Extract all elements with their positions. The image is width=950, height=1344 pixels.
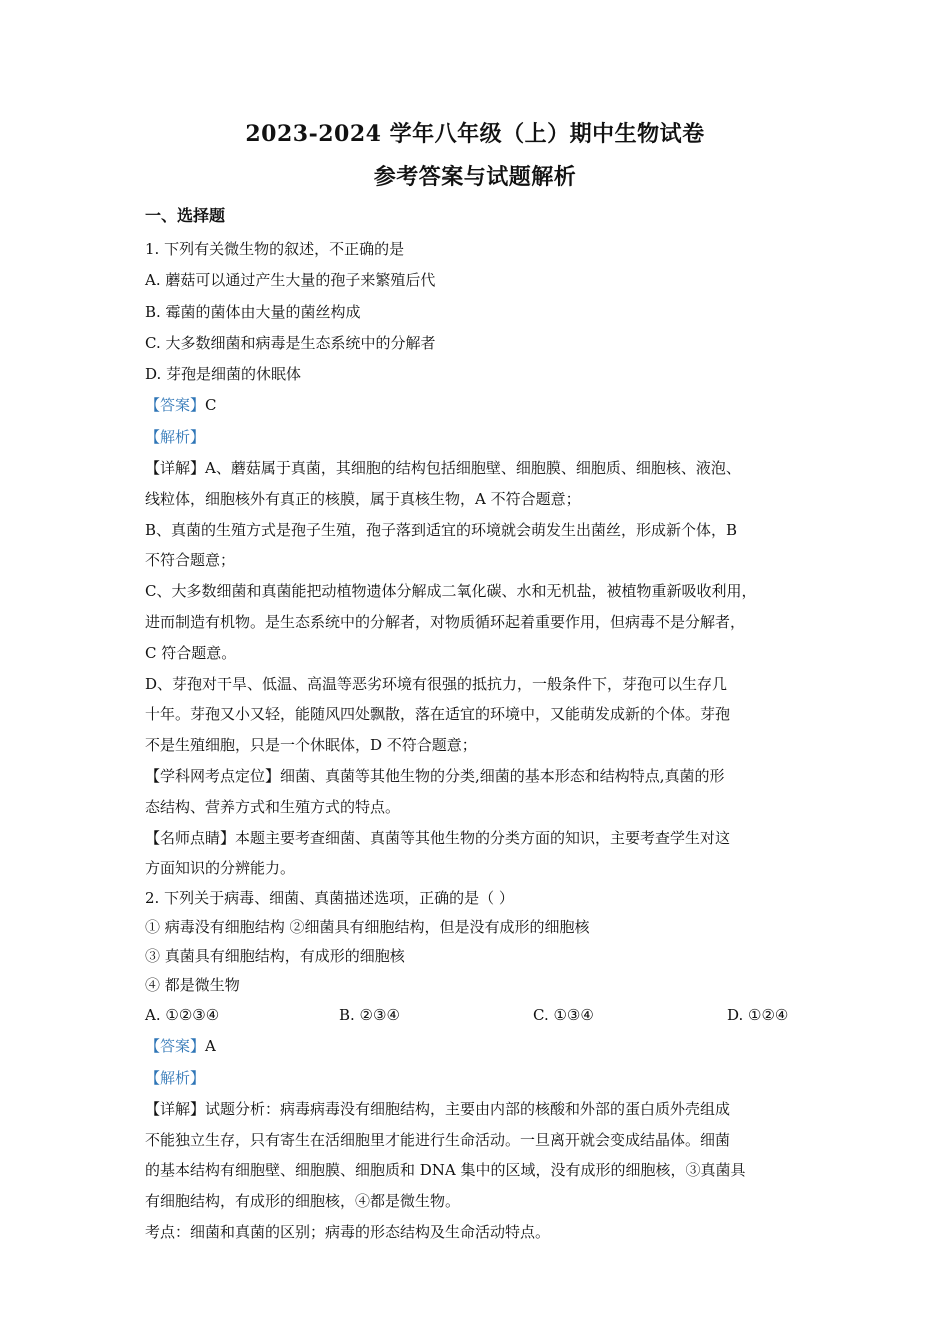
- q2-choice-a: A. ①②③④: [145, 1006, 220, 1025]
- q1-answer-value: C: [205, 396, 217, 415]
- q1-option-b: B. 霉菌的菌体由大量的菌丝构成: [145, 302, 361, 321]
- q2-choice-c: C. ①③④: [533, 1006, 594, 1025]
- q1-analysis-line: 【学科网考点定位】细菌、真菌等其他生物的分类,细菌的基本形态和结构特点,真菌的形: [145, 767, 725, 786]
- q2-answer-tag: 【答案】: [145, 1037, 206, 1056]
- q2-analysis-line: 不能独立生存，只有寄生在活细胞里才能进行生命活动。一旦离开就会变成结晶体。细菌: [145, 1130, 731, 1149]
- q1-analysis-line: 线粒体，细胞核外有真正的核膜，属于真核生物，A 不符合题意；: [145, 489, 581, 508]
- q1-analysis-line: 十年。芽孢又小又轻，能随风四处飘散，落在适宜的环境中，又能萌发成新的个体。芽孢: [145, 705, 731, 724]
- q1-analysis-line: 进而制造有机物。是生态系统中的分解者，对物质循环起着重要作用，但病毒不是分解者，: [145, 613, 746, 632]
- q2-statement: ① 病毒没有细胞结构 ②细菌具有细胞结构，但是没有成形的细胞核: [145, 918, 590, 937]
- q1-option-d: D. 芽孢是细菌的休眠体: [145, 365, 302, 384]
- document-title: 2023-2024 学年八年级（上）期中生物试卷: [245, 121, 705, 147]
- q2-analysis-line: 的基本结构有细胞壁、细胞膜、细胞质和 DNA 集中的区域，没有成形的细胞核，③真菌具: [145, 1161, 746, 1180]
- q1-analysis-tag: 【解析】: [145, 427, 206, 446]
- q1-analysis-line: 方面知识的分辨能力。: [145, 859, 296, 878]
- q2-analysis-line: 考点：细菌和真菌的区别；病毒的形态结构及生命活动特点。: [145, 1223, 551, 1242]
- q2-answer-line: [145, 1031, 825, 1062]
- q2-analysis-tag: 【解析】: [145, 1068, 206, 1087]
- q2-analysis-line: 有细胞结构，有成形的细胞核，④都是微生物。: [145, 1192, 461, 1211]
- q1-answer-tag: 【答案】: [145, 396, 206, 415]
- q1-analysis-line: 【详解】A、蘑菇属于真菌，其细胞的结构包括细胞壁、细胞膜、细胞质、细胞核、液泡、: [145, 459, 741, 478]
- q2-choice-b: B. ②③④: [339, 1006, 400, 1025]
- q2-statement: ③ 真菌具有细胞结构，有成形的细胞核: [145, 947, 405, 966]
- q2-statement: ④ 都是微生物: [145, 976, 240, 995]
- q1-analysis-line: C、大多数细菌和真菌能把动植物遗体分解成二氧化碳、水和无机盐，被植物重新吸收利用，: [145, 582, 757, 601]
- q1-answer-line: [145, 390, 825, 421]
- content-body: [145, 234, 825, 1248]
- q2-choice-d: D. ①②④: [727, 1006, 789, 1025]
- q1-analysis-line: 不是生殖细胞，只是一个休眠体，D 不符合题意；: [145, 736, 477, 755]
- q1-stem: 1. 下列有关微生物的叙述，不正确的是: [145, 240, 405, 258]
- q1-analysis-line: 不符合题意；: [145, 551, 236, 570]
- q1-analysis-line: D、芽孢对干旱、低温、高温等恶劣环境有很强的抵抗力，一般条件下，芽孢可以生存几: [145, 674, 728, 693]
- section-heading: 一、选择题: [145, 206, 226, 225]
- q2-analysis-line: 【详解】试题分析：病毒病毒没有细胞结构，主要由内部的核酸和外部的蛋白质外壳组成: [145, 1099, 731, 1118]
- q1-option-a: A. 蘑菇可以通过产生大量的孢子来繁殖后代: [145, 271, 436, 290]
- q1-analysis-line: 【名师点睛】本题主要考查细菌、真菌等其他生物的分类方面的知识，主要考查学生对这: [145, 828, 731, 847]
- q1-analysis-line: B、真菌的生殖方式是孢子生殖，孢子落到适宜的环境就会萌发生出菌丝，形成新个体，B: [145, 520, 738, 539]
- q1-option-c: C. 大多数细菌和病毒是生态系统中的分解者: [145, 333, 436, 352]
- q2-answer-value: A: [205, 1037, 216, 1056]
- document-subtitle: 参考答案与试题解析: [373, 164, 577, 190]
- q1-analysis-line: 态结构、营养方式和生殖方式的特点。: [145, 797, 401, 816]
- q2-choices-row: [145, 1000, 825, 1031]
- q2-stem: 2. 下列关于病毒、细菌、真菌描述选项，正确的是（ ）: [145, 889, 514, 908]
- q1-analysis-line: C 符合题意。: [145, 643, 237, 662]
